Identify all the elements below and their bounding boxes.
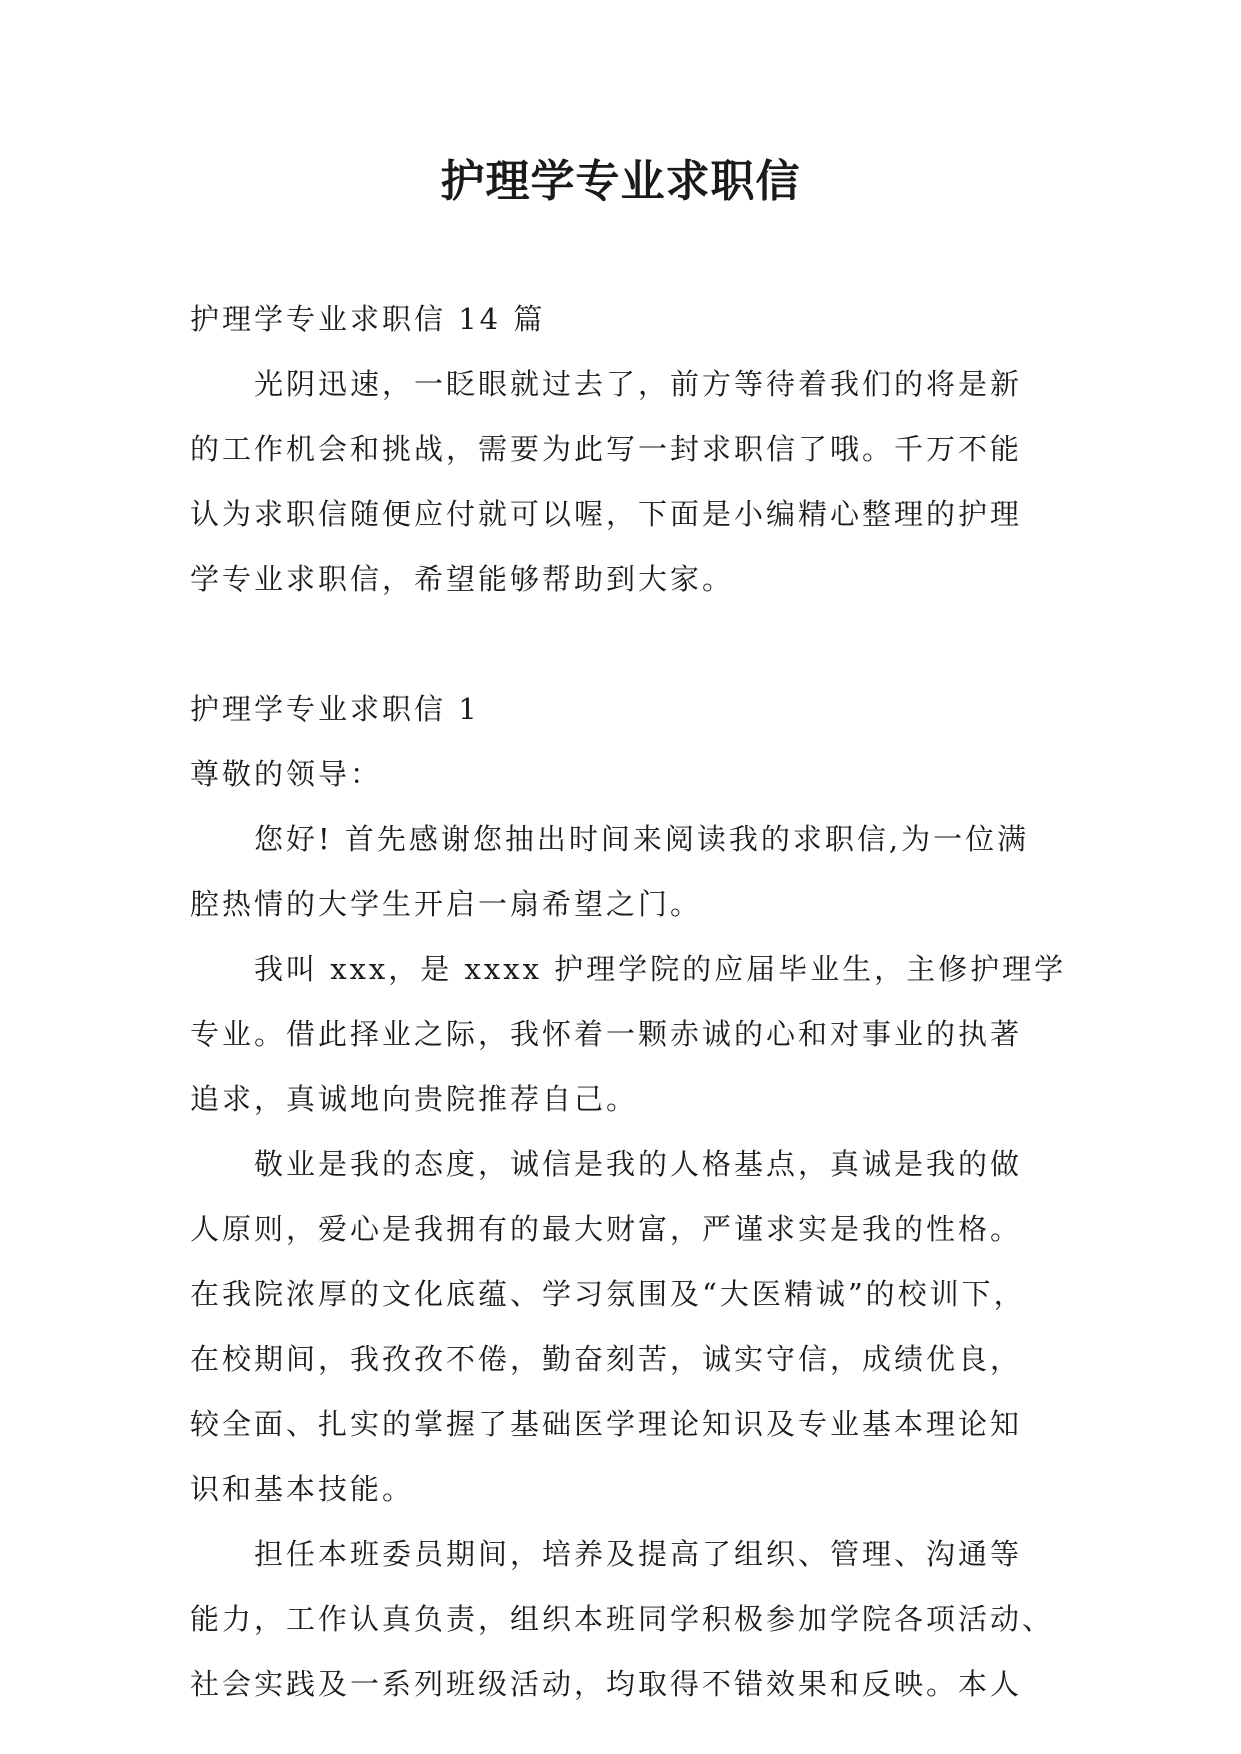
paragraph-line: 专业。借此择业之际，我怀着一颗赤诚的心和对事业的执著 [190, 1017, 1023, 1051]
section-spacer [190, 612, 1058, 677]
paragraph-line: 我叫 xxx，是 xxxx 护理学院的应届毕业生，主修护理学 [254, 952, 1067, 986]
intro-line: 光阴迅速，一眨眼就过去了，前方等待着我们的将是新 [254, 367, 1023, 401]
paragraph-line: 识和基本技能。 [190, 1472, 415, 1506]
paragraph-line: 您好! 首先感谢您抽出时间来阅读我的求职信,为一位满 [254, 822, 1030, 856]
paragraph-experience [190, 1522, 1058, 1717]
intro-paragraph [190, 352, 1058, 612]
document-body [190, 287, 1067, 1717]
section-heading: 护理学专业求职信 1 [190, 692, 480, 726]
paragraph-line: 腔热情的大学生开启一扇希望之门。 [190, 887, 703, 921]
paragraph-greeting [190, 807, 1058, 937]
paragraph-line: 担任本班委员期间，培养及提高了组织、管理、沟通等 [254, 1537, 1023, 1571]
paragraph-line: 追求，真诚地向贵院推荐自己。 [190, 1082, 639, 1116]
paragraph-line: 较全面、扎实的掌握了基础医学理论知识及专业基本理论知 [190, 1407, 1023, 1441]
document-title: 护理学专业求职信 [440, 156, 801, 207]
paragraph-line: 在校期间，我孜孜不倦，勤奋刻苦，诚实守信，成绩优良， [190, 1342, 1023, 1376]
intro-line: 的工作机会和挑战，需要为此写一封求职信了哦。千万不能 [190, 432, 1023, 466]
document-subtitle: 护理学专业求职信 14 篇 [190, 302, 546, 336]
paragraph-line: 能力，工作认真负责，组织本班同学积极参加学院各项活动、 [190, 1602, 1055, 1636]
intro-line: 学专业求职信，希望能够帮助到大家。 [190, 562, 735, 596]
intro-line: 认为求职信随便应付就可以喔，下面是小编精心整理的护理 [190, 497, 1023, 531]
paragraph-line: 社会实践及一系列班级活动，均取得不错效果和反映。本人 [190, 1667, 1023, 1701]
paragraph-line: 敬业是我的态度，诚信是我的人格基点，真诚是我的做 [254, 1147, 1023, 1181]
paragraph-line: 人原则，爱心是我拥有的最大财富，严谨求实是我的性格。 [190, 1212, 1023, 1246]
paragraph-character [190, 1132, 1058, 1522]
paragraph-line: 在我院浓厚的文化底蕴、学习氛围及“大医精诚”的校训下， [190, 1277, 1026, 1311]
salutation: 尊敬的领导： [190, 757, 383, 791]
paragraph-introduction [190, 937, 1067, 1132]
